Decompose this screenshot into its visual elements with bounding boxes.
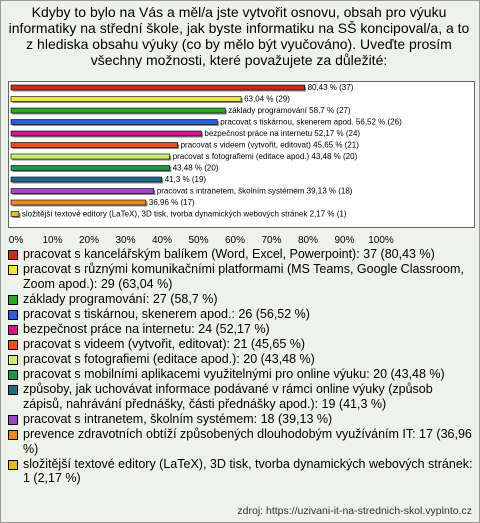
bar-chart [8, 81, 474, 247]
x-tick-label: 70% [261, 235, 282, 246]
bar [11, 154, 170, 159]
bar [11, 212, 19, 217]
bar-label: 43,48 % (20) [172, 163, 219, 173]
legend [8, 247, 474, 487]
legend-item [8, 292, 474, 307]
legend-label: bezpečnost práce na internetu: 24 (52,17 %) [23, 321, 270, 336]
legend-item [8, 262, 474, 291]
bar [11, 85, 305, 90]
bar-label: pracovat s tiskárnou, skenerem apod. 56,52 % (26) [220, 117, 402, 127]
bar-label: 80,43 % (37) [307, 83, 354, 92]
bar-label: pracovat s intranetem, školním systémem 39,13 % (18) [156, 186, 353, 196]
x-tick-label: 10% [42, 235, 63, 246]
legend-label: pracovat s mobilními aplikacemi využitelnými pro online výuku: 20 (43,48 %) [23, 367, 445, 382]
legend-label: pracovat s fotografiemi (editace apod.): 20 (43,48 %) [23, 352, 315, 367]
source-note: zdroj: https://uzivani-it-na-strednich-skol.vyplnto.cz [237, 505, 472, 517]
legend-swatch [8, 295, 18, 305]
x-tick-label: 30% [115, 235, 136, 246]
bar [11, 143, 178, 148]
legend-swatch [8, 370, 18, 380]
bar-label: pracovat s videem (vytvořit, editovat) 45,65 % (21) [180, 140, 359, 150]
bar-label: 41,3 % (19) [164, 175, 207, 184]
legend-label: složitější textové editory (LaTeX), 3D tisk, tvorba dynamických webových stránek: 1 (2,17 %) [23, 456, 473, 486]
legend-item [8, 247, 474, 262]
legend-swatch [8, 415, 18, 425]
legend-item [8, 457, 474, 486]
legend-swatch [8, 265, 18, 275]
x-tick-label: 90% [334, 235, 355, 246]
legend-item [8, 352, 474, 367]
legend-label: pracovat s kancelářským balíkem (Word, Excel, Powerpoint): 37 (80,43 %) [23, 247, 435, 261]
legend-label: pracovat s videem (vytvořit, editovat): 21 (45,65 %) [23, 337, 306, 352]
legend-label: pracovat s různými komunikačními platformami (MS Teams, Google Classroom, Zoom apod.): 29 (63,04 %) [23, 262, 464, 291]
bar-label: složitější textové editory (LaTeX), 3D tisk, tvorba dynamických webových stránek 2,17 % (1) [21, 209, 347, 219]
legend-swatch [8, 385, 18, 395]
bar-label: pracovat s fotografiemi (editace apod.) 43,48 % (20) [172, 152, 358, 161]
legend-item [8, 322, 474, 337]
legend-swatch [8, 460, 18, 470]
legend-item [8, 307, 474, 322]
bar [11, 120, 217, 125]
x-tick-label: 50% [188, 235, 209, 246]
x-tick-label: 0% [8, 235, 24, 246]
legend-item [8, 382, 474, 411]
bar-label: 36,96 % (17) [148, 198, 195, 207]
legend-item [8, 367, 474, 382]
chart-title: Kdyby to bylo na Vás a měl/a jste vytvořit osnovu, obsah pro výuku informatiky na střední škole, jak byste informatiku na SŠ koncipoval/a, a to z hlediska obsahu výuky (co by mělo být vyučováno). Uveďte prosím všechny možnosti, které považujete za důležité: [8, 4, 470, 68]
legend-label: prevence zdravotních obtíží způsobených dlouhodobým využíváním IT: 17 (36,96 %) [23, 427, 472, 456]
legend-item [8, 337, 474, 352]
legend-item [8, 427, 474, 456]
legend-label: základy programování: 27 (58,7 %) [23, 291, 218, 306]
bar-label: bezpečnost práce na internetu 52,17 % (24) [204, 129, 361, 138]
bar [11, 166, 170, 171]
x-tick-label: 40% [151, 235, 173, 246]
bar [11, 200, 146, 205]
bar [11, 189, 154, 194]
legend-label: způsoby, jak uchovávat informace podávané v rámci online výuky (způsob zápisů, nahrávání přednášky, části přednášky apod.): 19 (41,3 %) [23, 382, 433, 411]
bar-label: 63,04 % (29) [244, 94, 290, 104]
bar [11, 108, 225, 113]
x-tick-label: 60% [224, 235, 246, 246]
legend-item [8, 412, 474, 427]
legend-swatch [8, 250, 18, 260]
x-tick-label: 100% [368, 235, 394, 246]
legend-label: pracovat s tiskárnou, skenerem apod.: 26 (56,52 %) [23, 306, 310, 321]
bar [11, 97, 241, 102]
x-tick-label: 20% [78, 235, 100, 246]
legend-swatch [8, 355, 18, 365]
legend-swatch [8, 310, 18, 320]
bar [11, 177, 162, 182]
legend-swatch [8, 430, 18, 440]
x-tick-label: 80% [297, 235, 319, 246]
legend-swatch [8, 325, 18, 335]
bar-label: základy programování 58,7 % (27) [228, 106, 351, 115]
legend-label: pracovat s intranetem, školním systémem: 18 (39,13 %) [23, 412, 333, 427]
legend-swatch [8, 340, 18, 350]
bar [11, 131, 201, 136]
